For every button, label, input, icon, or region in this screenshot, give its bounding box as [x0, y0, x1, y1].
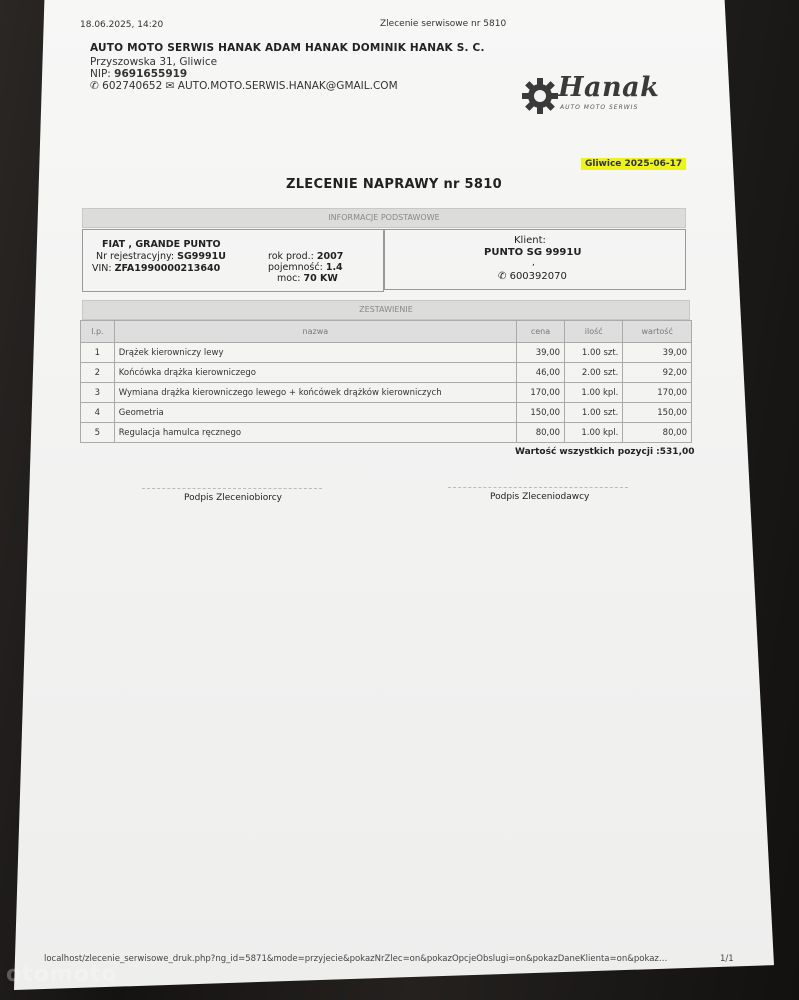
row-price: 170,00 — [516, 383, 564, 403]
row-value: 39,00 — [623, 343, 692, 363]
signature-line-left — [142, 488, 322, 489]
phone-icon: ✆ — [90, 80, 99, 92]
table-row — [81, 403, 692, 423]
row-qty: 1.00 szt. — [565, 343, 623, 363]
vehicle-model: FIAT , GRANDE PUNTO — [102, 239, 221, 250]
row-value: 150,00 — [623, 403, 692, 423]
table-row — [81, 363, 692, 383]
client-label: Klient: — [514, 235, 546, 246]
table-row — [81, 423, 692, 443]
vehicle-vin: VIN: ZFA1990000213640 — [92, 263, 221, 274]
row-qty: 1.00 szt. — [565, 403, 623, 423]
watermark: otomoto — [6, 962, 118, 987]
client-comma: , — [532, 258, 535, 268]
table-row — [81, 383, 692, 403]
company-address: Przyszowska 31, Gliwice — [90, 56, 218, 68]
company-logo — [520, 72, 670, 118]
row-lp: 5 — [81, 423, 115, 443]
place-date: Gliwice 2025-06-17 — [581, 151, 686, 170]
vehicle-capacity: pojemność: 1.4 — [268, 262, 343, 273]
logo-text: Hanak — [558, 72, 660, 103]
company-email: AUTO.MOTO.SERWIS.HANAK@GMAIL.COM — [177, 80, 398, 92]
vehicle-registration: Nr rejestracyjny: SG9991U — [96, 251, 226, 262]
row-name: Drążek kierowniczy lewy — [114, 343, 516, 363]
row-name: Geometria — [114, 403, 516, 423]
client-phone: ✆ 600392070 — [498, 271, 567, 282]
company-phone: 602740652 — [102, 80, 163, 92]
nip-value: 9691655919 — [114, 68, 188, 80]
order-title: ZLECENIE NAPRAWY nr 5810 — [286, 177, 502, 192]
signature-client: Podpis Zleceniodawcy — [490, 492, 590, 502]
row-name: Wymiana drążka kierowniczego lewego + końcówek drążków kierowniczych — [114, 383, 516, 403]
envelope-icon: ✉ — [165, 80, 175, 92]
row-price: 46,00 — [516, 363, 564, 383]
row-price: 80,00 — [516, 423, 564, 443]
col-lp: l.p. — [81, 321, 115, 343]
row-lp: 3 — [81, 383, 115, 403]
signature-line-right — [448, 487, 628, 488]
row-qty: 1.00 kpl. — [565, 383, 623, 403]
col-value: wartość — [623, 321, 692, 343]
items-table — [80, 320, 692, 443]
vehicle-year: rok prod.: 2007 — [268, 251, 344, 262]
print-doc-title: Zlecenie serwisowe nr 5810 — [380, 19, 507, 29]
phone-icon: ✆ — [498, 271, 507, 282]
footer-url: localhost/zlecenie_serwisowe_druk.php?ng_id=5871&mode=przyjecie&pokazNrZlec=on&pokazOpcjeObslugi=on&pokazDaneKlienta=on&pokaz… — [44, 954, 668, 964]
logo-subtext: AUTO MOTO SERWIS — [560, 104, 639, 111]
table-row — [81, 343, 692, 363]
company-name: AUTO MOTO SERWIS HANAK ADAM HANAK DOMINIK HANAK S. C. — [90, 42, 485, 54]
client-name: PUNTO SG 9991U — [484, 247, 582, 258]
footer-page: 1/1 — [720, 954, 734, 964]
company-nip — [90, 68, 187, 80]
summary-header: ZESTAWIENIE — [82, 300, 690, 320]
nip-label: NIP: — [90, 68, 111, 80]
gear-icon — [520, 76, 560, 116]
company-contact — [90, 80, 398, 92]
signature-contractor: Podpis Zleceniobiorcy — [184, 493, 282, 503]
row-price: 150,00 — [516, 403, 564, 423]
row-lp: 2 — [81, 363, 115, 383]
row-price: 39,00 — [516, 343, 564, 363]
print-datetime: 18.06.2025, 14:20 — [80, 20, 164, 30]
row-name: Regulacja hamulca ręcznego — [114, 423, 516, 443]
row-value: 170,00 — [623, 383, 692, 403]
row-name: Końcówka drążka kierowniczego — [114, 363, 516, 383]
row-value: 80,00 — [623, 423, 692, 443]
col-name: nazwa — [114, 321, 516, 343]
row-value: 92,00 — [623, 363, 692, 383]
row-qty: 2.00 szt. — [565, 363, 623, 383]
table-header-row — [81, 321, 692, 343]
basic-info-header: INFORMACJE PODSTAWOWE — [82, 208, 686, 228]
vehicle-power: moc: 70 KW — [277, 273, 338, 284]
document-page — [14, 0, 774, 995]
total-value: Wartość wszystkich pozycji :531,00 — [515, 447, 695, 457]
row-qty: 1.00 kpl. — [565, 423, 623, 443]
row-lp: 4 — [81, 403, 115, 423]
col-price: cena — [516, 321, 564, 343]
row-lp: 1 — [81, 343, 115, 363]
col-qty: ilość — [565, 321, 623, 343]
